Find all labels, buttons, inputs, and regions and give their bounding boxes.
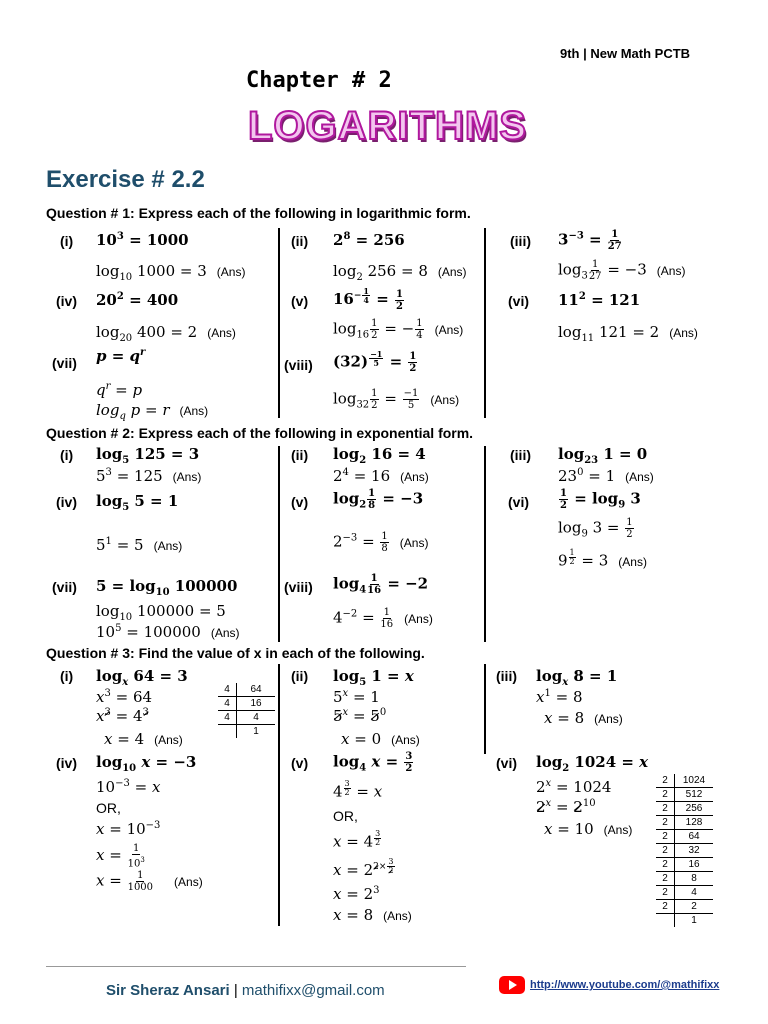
q1-iii-problem: $3^{-3}$ = $\frac{1}{27}$ — [558, 229, 622, 252]
q1-iii-answer: $\log_3$ $\frac{1}{27}$ = −3 (Ans) — [558, 259, 686, 282]
q3-v-problem: $\log_4 x$ = $\frac{3}{2}$ — [333, 751, 413, 774]
q3-i-step-1: $x^3 = 64$ — [96, 688, 153, 706]
division-table-1024: 2 1024 2 512 2 256 2 128 2 64 2 32 2 16 2 8 2 4 2 2 1 — [656, 774, 713, 927]
column-divider — [484, 664, 486, 754]
q2-v-problem: $\log_2$ $\frac{1}{8}$ = −3 — [333, 488, 424, 511]
q3-vi-step-2: $2^x = 2^{10}$ — [536, 798, 596, 816]
author-name: Sir Sheraz Ansari — [106, 982, 230, 999]
label-ii: (ii) — [291, 668, 309, 684]
label-iv: (iv) — [56, 494, 77, 510]
label-i: (i) — [60, 233, 74, 249]
q2-iv-problem: $\log_5 5 = 1$ — [96, 492, 179, 513]
q2-iii-problem: $\log_{23} 1 = 0$ — [558, 445, 648, 466]
q3-iii-problem: $\log_x 8 = 1$ — [536, 667, 618, 688]
label-ii: (ii) — [291, 233, 309, 249]
q2-i-answer: $5^3 = 125$ (Ans) — [96, 467, 202, 485]
q3-ii-step-1: $5^x = 1$ — [333, 688, 380, 706]
q3-iv-step-2: $x = 10^{-3}$ — [96, 820, 161, 838]
label-iii: (iii) — [510, 447, 531, 463]
q3-vi-step-1: $2^x = 1024$ — [536, 778, 612, 796]
label-vi: (vi) — [508, 494, 529, 510]
q3-i-problem: $\log_x 64 = 3$ — [96, 667, 188, 688]
column-divider — [278, 446, 280, 642]
q1-v-problem: $16^{- \frac{1}{4}}$ = $\frac{1}{2}$ — [333, 286, 403, 312]
label-iii: (iii) — [496, 668, 517, 684]
q3-ii-problem: $\log_5 1 = x$ — [333, 667, 414, 688]
q2-v-answer: $2^{-3}$ = $\frac{1}{8}$ (Ans) — [333, 531, 429, 554]
q3-iv-answer: x = $\frac{1}{1000}$ (Ans) — [96, 870, 203, 893]
division-table-64: 4 64 4 16 4 4 1 — [218, 683, 275, 738]
q1-iv-answer: $\log_{20} 400 = 2$ (Ans) — [96, 323, 236, 344]
q3-iv-step-1: $10^{-3} = x$ — [96, 778, 161, 796]
question-3-heading: Question # 3: Find the value of x in each of the following. — [46, 645, 425, 661]
footer-separator: | — [233, 982, 238, 999]
label-iii: (iii) — [510, 233, 531, 249]
label-vii: (vii) — [52, 579, 77, 595]
label-vi: (vi) — [508, 293, 529, 309]
youtube-url[interactable]: http://www.youtube.com/@mathifixx — [530, 979, 720, 991]
label-i: (i) — [60, 668, 74, 684]
q3-ii-step-2: $5^x = 5^0$ — [333, 707, 387, 725]
q2-vii-step: $\log_{10} 100000 = 5$ — [96, 602, 226, 623]
q2-viii-problem: $\log_4$ $\frac{1}{16}$ = −2 — [333, 573, 429, 596]
class-label: 9th | New Math PCTB — [560, 46, 691, 61]
q3-iv-or: OR, — [96, 800, 121, 816]
exercise-title: Exercise # 2.2 — [46, 166, 205, 193]
q3-v-or: OR, — [333, 808, 358, 824]
q2-ii-answer: $2^4 = 16$ (Ans) — [333, 467, 429, 485]
chapter-subject-logo: LOGARITHMS — [248, 104, 527, 148]
q3-ii-answer: x = 0 (Ans) — [341, 730, 420, 748]
q1-viii-answer: $\log_{32}$ $\frac{1}{2}$ = $\frac{-1}{5}$ (Ans) — [333, 388, 460, 411]
question-2-heading: Question # 2: Express each of the following in exponential form. — [46, 425, 474, 441]
q2-i-problem: $\log_5 125 = 3$ — [96, 445, 200, 466]
footer-contact — [106, 982, 385, 999]
youtube-play-icon — [499, 976, 525, 994]
label-vi: (vi) — [496, 755, 517, 771]
label-v: (v) — [291, 494, 309, 510]
q2-vii-problem: $5 = \log_{10} 100000$ — [96, 577, 238, 598]
q3-v-answer: x = 8 (Ans) — [333, 906, 412, 924]
column-divider — [484, 228, 486, 418]
q1-i-answer: $\log_{10} 1000 = 3$ (Ans) — [96, 262, 246, 283]
column-divider — [278, 664, 280, 926]
q2-iii-answer: $23^0 = 1$ (Ans) — [558, 467, 654, 485]
q3-vi-problem: $\log_2 1024 = x$ — [536, 753, 649, 774]
q1-iv-problem: $20^2 = 400$ — [96, 291, 179, 309]
label-vii: (vii) — [52, 355, 77, 371]
q3-v-step-3: $x = 2^{2\times \frac{3}{2}}$ — [333, 857, 394, 879]
q1-vii-step: $q^r = p$ — [96, 381, 143, 399]
q1-ii-problem: $2^8 = 256$ — [333, 231, 405, 249]
q2-vii-answer: $10^5 = 100000$ (Ans) — [96, 623, 240, 641]
q3-i-answer: x = 4 (Ans) — [104, 730, 183, 748]
q1-viii-problem: (32) $^{\frac{-1}{5}}$ = $\frac{1}{2}$ — [333, 349, 417, 374]
q1-v-answer: $\log_{16}$ $\frac{1}{2}$ = − $\frac{1}{4}$ (Ans) — [333, 318, 464, 341]
q3-iv-problem: $\log_{10} x = -3$ — [96, 753, 197, 774]
q3-vi-answer: x = 10 (Ans) — [544, 820, 633, 838]
label-iv: (iv) — [56, 293, 77, 309]
q3-v-step-1: 4 $^{\frac{3}{2}}$ = x — [333, 779, 383, 801]
label-v: (v) — [291, 755, 309, 771]
label-i: (i) — [60, 447, 74, 463]
q3-iii-answer: x = 8 (Ans) — [544, 709, 623, 727]
question-1-heading: Question # 1: Express each of the following in logarithmic form. — [46, 205, 471, 221]
q2-viii-answer: $4^{-2}$ = $\frac{1}{16}$ (Ans) — [333, 607, 433, 630]
q1-ii-answer: $\log_2 256 = 8$ (Ans) — [333, 262, 467, 283]
q1-vi-answer: $\log_{11} 121 = 2$ (Ans) — [558, 323, 698, 344]
label-ii: (ii) — [291, 447, 309, 463]
q1-vii-problem: $p = q^r$ — [96, 347, 146, 365]
label-iv: (iv) — [56, 755, 77, 771]
column-divider — [484, 446, 486, 642]
q3-iv-step-3: x = $\frac{1}{10^3}$ — [96, 843, 145, 870]
q3-v-step-2: x = 4 $^{\frac{3}{2}}$ — [333, 829, 381, 851]
label-v: (v) — [291, 293, 309, 309]
author-email: mathifixx@gmail.com — [241, 982, 385, 999]
label-viii: (viii) — [284, 579, 313, 595]
q3-iii-step: $x^1 = 8$ — [536, 688, 583, 706]
q1-vii-answer: $\log_q p = r$ (Ans) — [96, 401, 209, 422]
q2-iv-answer: $5^1 = 5$ (Ans) — [96, 536, 183, 554]
chapter-title: Chapter # 2 — [246, 68, 392, 93]
q2-vi-answer: 9 $^{\frac{1}{2}}$ = 3 (Ans) — [558, 548, 647, 570]
footer-rule — [46, 966, 466, 967]
q2-ii-problem: $\log_2 16 = 4$ — [333, 445, 426, 466]
q3-v-step-4: $x = 2^3$ — [333, 885, 380, 903]
q1-vi-problem: $11^2 = 121$ — [558, 291, 641, 309]
column-divider — [278, 228, 280, 418]
q3-i-step-2: $x^3 = 4^3$ — [96, 707, 149, 725]
label-viii: (viii) — [284, 357, 313, 373]
q1-i-problem: $10^3 = 1000$ — [96, 231, 189, 249]
q2-vi-step: $\log_9 3$ = $\frac{1}{2}$ — [558, 517, 633, 540]
youtube-link[interactable] — [499, 976, 719, 994]
q2-vi-problem: $\frac{1}{2}$ = $\log_9 3$ — [560, 488, 641, 511]
